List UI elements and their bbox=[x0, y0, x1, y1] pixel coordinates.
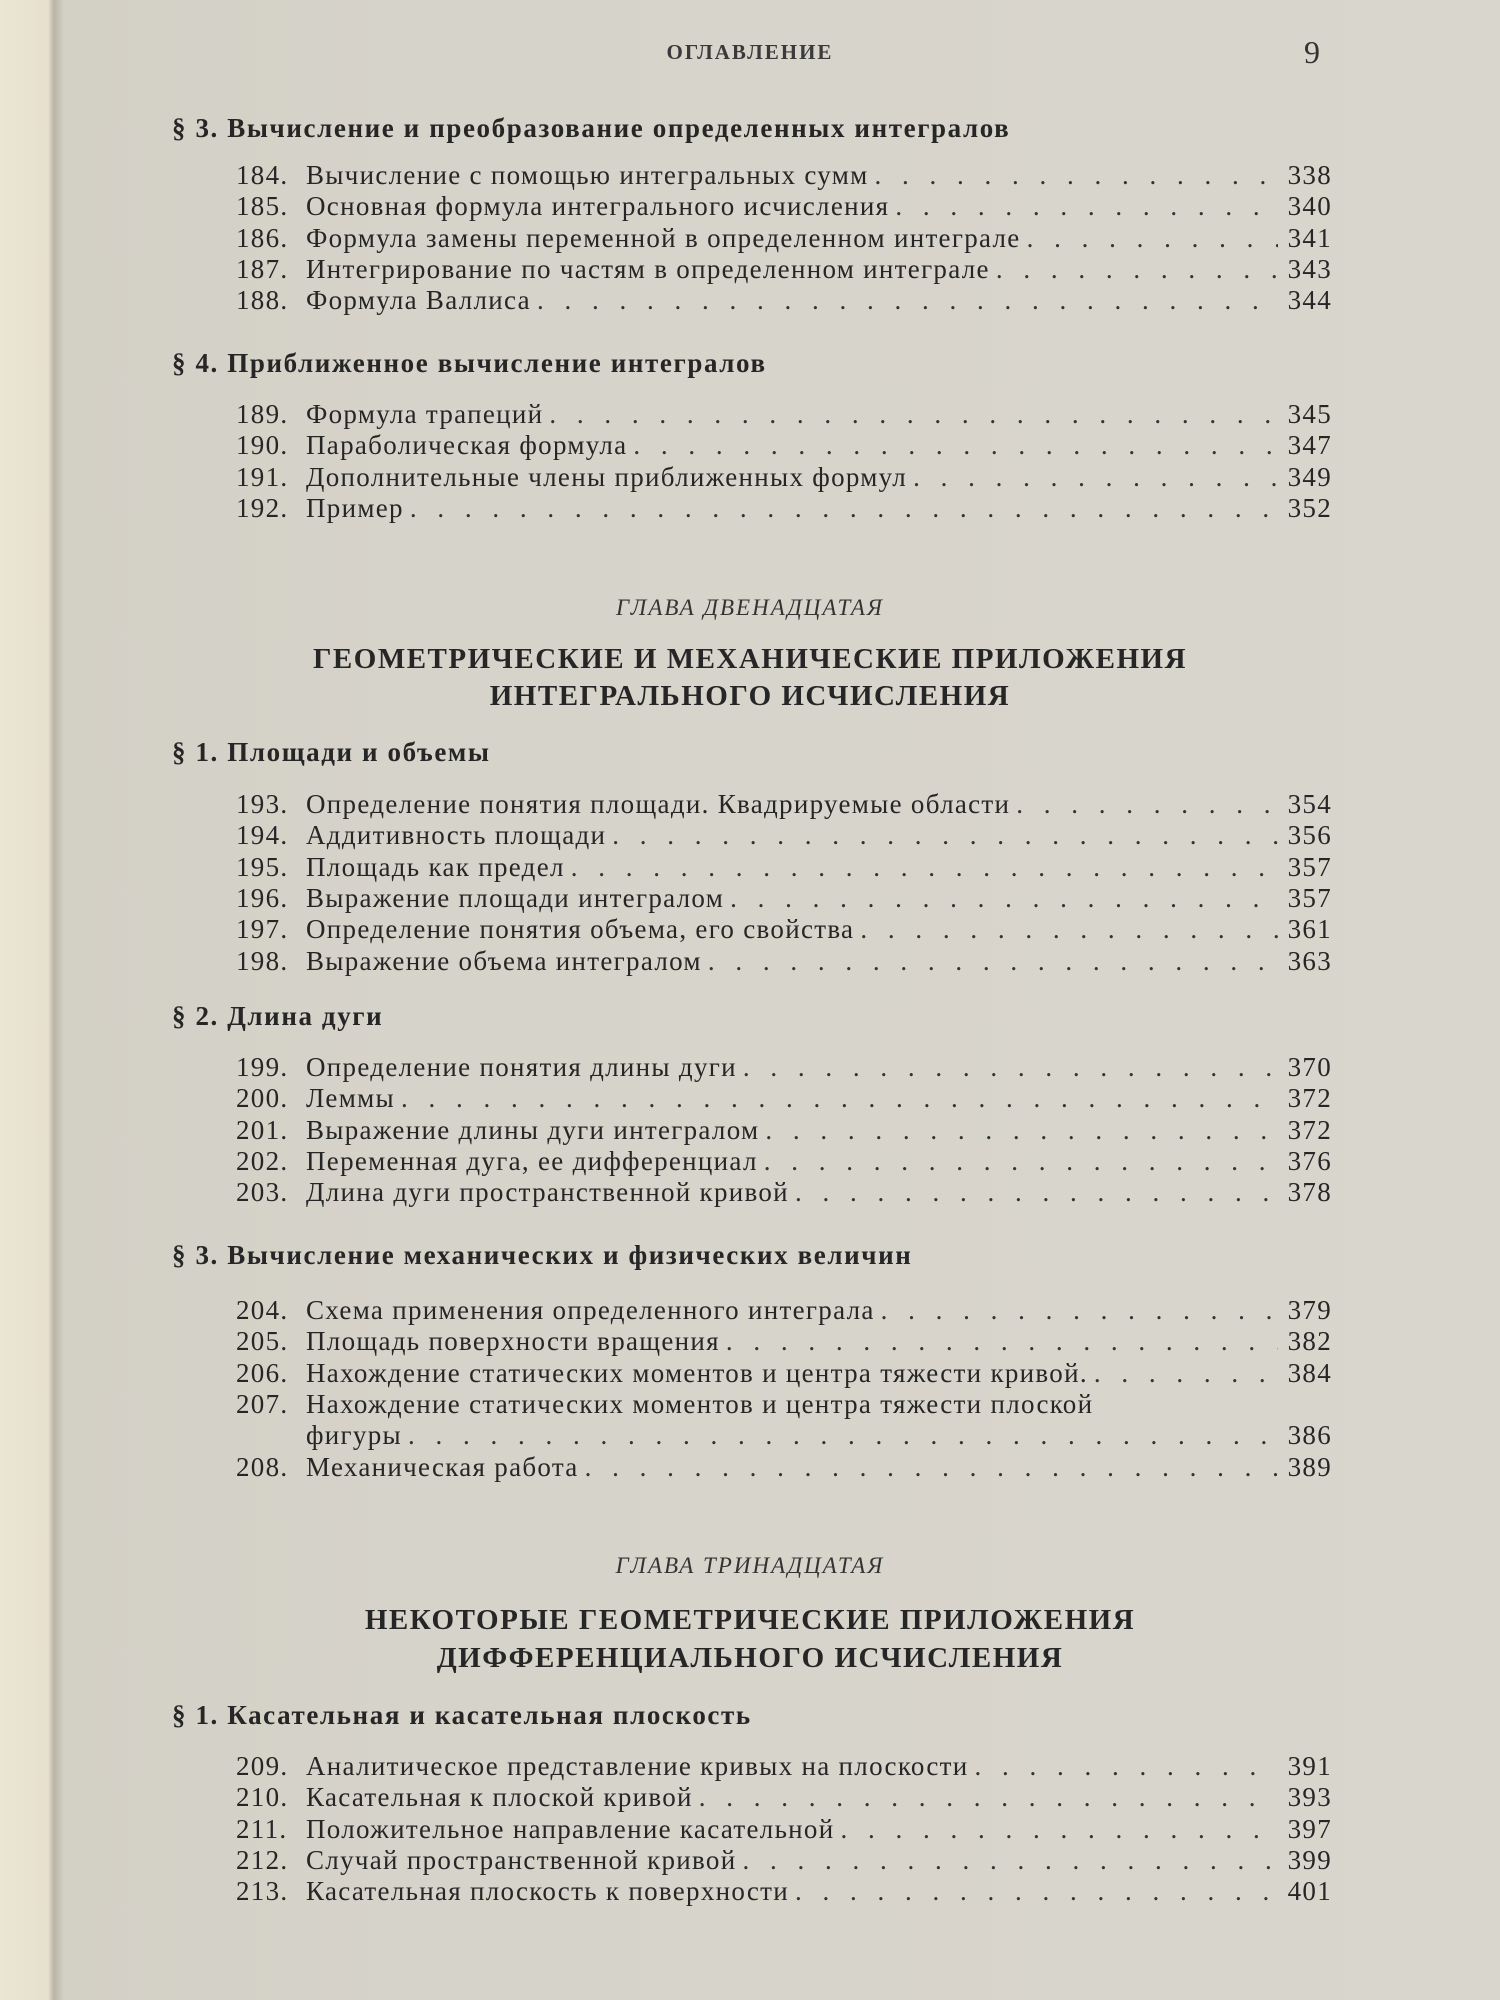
entry-title: Площадь как предел bbox=[306, 851, 565, 882]
entry-title: Дополнительные члены приближенных формул bbox=[306, 461, 908, 492]
toc-entry[interactable] bbox=[236, 223, 1332, 254]
entry-page: 352 bbox=[1287, 492, 1332, 523]
entry-number: 197. bbox=[236, 914, 289, 945]
entry-number: 207. bbox=[236, 1388, 289, 1419]
toc-entry[interactable] bbox=[236, 1876, 1332, 1907]
entry-page: 370 bbox=[1287, 1052, 1332, 1082]
entry-title: Касательная плоскость к поверхности bbox=[306, 1876, 789, 1907]
toc-entry[interactable] bbox=[236, 1814, 1332, 1845]
toc-entry[interactable] bbox=[236, 883, 1332, 914]
entry-page: 343 bbox=[1287, 253, 1332, 284]
entry-title: Переменная дуга, ее дифференциал bbox=[306, 1145, 758, 1176]
dot-leader bbox=[742, 1845, 1278, 1876]
section-heading: § 1. Касательная и касательная плоскость bbox=[172, 1700, 752, 1730]
dot-leader bbox=[1016, 789, 1278, 820]
toc-entry[interactable] bbox=[236, 1782, 1332, 1813]
entry-page: 357 bbox=[1287, 882, 1332, 913]
entry-title: Пример bbox=[306, 492, 404, 523]
entry-page: 340 bbox=[1287, 191, 1332, 222]
dot-leader bbox=[401, 1083, 1278, 1114]
chapter-title-line: ГЕОМЕТРИЧЕСКИЕ И МЕХАНИЧЕСКИЕ ПРИЛОЖЕНИЯ bbox=[312, 643, 1188, 675]
chapter-title-line: ДИФФЕРЕНЦИАЛЬНОГО ИСЧИСЛЕНИЯ bbox=[436, 1642, 1064, 1674]
entry-page: 391 bbox=[1287, 1751, 1332, 1781]
dot-leader bbox=[730, 883, 1278, 914]
dot-leader bbox=[571, 852, 1278, 883]
entry-page: 357 bbox=[1287, 851, 1332, 882]
toc-entry[interactable] bbox=[236, 1115, 1332, 1146]
entry-number: 204. bbox=[236, 1295, 289, 1325]
entry-page: 376 bbox=[1287, 1145, 1332, 1176]
entry-page: 372 bbox=[1287, 1083, 1332, 1114]
toc-entry[interactable] bbox=[236, 1326, 1332, 1357]
entry-title: Аддитивность площади bbox=[306, 820, 607, 851]
toc-entry[interactable] bbox=[236, 1177, 1332, 1208]
entry-page: 349 bbox=[1287, 461, 1332, 492]
entry-number: 206. bbox=[236, 1357, 289, 1388]
entry-page: 397 bbox=[1287, 1813, 1332, 1844]
entry-number: 187. bbox=[236, 253, 289, 284]
entry-number: 212. bbox=[236, 1844, 289, 1875]
entry-page: 399 bbox=[1287, 1844, 1332, 1875]
toc-entry[interactable] bbox=[236, 160, 1332, 191]
entry-number: 190. bbox=[236, 430, 289, 461]
entry-page: 393 bbox=[1287, 1782, 1332, 1813]
dot-leader bbox=[881, 1295, 1278, 1326]
entry-title: Касательная к плоской кривой bbox=[306, 1782, 693, 1813]
entry-title: Нахождение статических моментов и центра тяжести плоской bbox=[306, 1388, 1094, 1419]
dot-leader bbox=[974, 1751, 1278, 1782]
toc-entry[interactable] bbox=[236, 1358, 1332, 1389]
entry-page: 378 bbox=[1287, 1177, 1332, 1208]
entry-number: 198. bbox=[236, 945, 289, 976]
dot-leader bbox=[1094, 1358, 1278, 1389]
entry-number: 192. bbox=[236, 492, 289, 523]
toc-entry[interactable] bbox=[236, 430, 1332, 461]
toc-entry[interactable] bbox=[236, 1083, 1332, 1114]
entry-title: Вычисление с помощью интегральных сумм bbox=[306, 160, 869, 190]
entry-title: Формула Валлиса bbox=[306, 285, 531, 316]
dot-leader bbox=[913, 462, 1278, 493]
toc-entry[interactable] bbox=[236, 914, 1332, 945]
entry-title: Определение понятия площади. Квадрируемые области bbox=[306, 789, 1011, 819]
dot-leader bbox=[996, 254, 1278, 285]
dot-leader bbox=[585, 1452, 1278, 1483]
toc-entry[interactable] bbox=[236, 1845, 1332, 1876]
dot-leader bbox=[726, 1326, 1278, 1357]
entry-number: 191. bbox=[236, 461, 289, 492]
section-heading: § 3. Вычисление и преобразование определенных интегралов bbox=[172, 113, 1011, 143]
dot-leader bbox=[612, 820, 1278, 851]
entry-number: 208. bbox=[236, 1451, 289, 1482]
toc-entry[interactable] bbox=[236, 285, 1332, 316]
entry-number: 195. bbox=[236, 851, 289, 882]
dot-leader bbox=[549, 399, 1278, 430]
toc-entry[interactable] bbox=[236, 493, 1332, 524]
entry-number: 193. bbox=[236, 789, 289, 819]
entry-page: 382 bbox=[1287, 1326, 1332, 1357]
entry-title: Механическая работа bbox=[306, 1451, 579, 1482]
toc-entry[interactable] bbox=[236, 946, 1332, 977]
entry-number: 186. bbox=[236, 222, 289, 253]
entry-title: Основная формула интегрального исчисления bbox=[306, 191, 890, 222]
entry-page: 356 bbox=[1287, 820, 1332, 851]
entry-page: 401 bbox=[1287, 1876, 1332, 1907]
toc-entry[interactable] bbox=[236, 1295, 1332, 1326]
chapter-label: ГЛАВА ДВЕНАДЦАТАЯ bbox=[615, 595, 885, 620]
entry-page: 341 bbox=[1287, 222, 1332, 253]
entry-number: 194. bbox=[236, 820, 289, 851]
toc-entry[interactable] bbox=[236, 191, 1332, 222]
dot-leader bbox=[860, 914, 1278, 945]
toc-entry[interactable] bbox=[236, 1146, 1332, 1177]
dot-leader bbox=[874, 160, 1278, 191]
entry-title: Нахождение статических моментов и центра тяжести кривой. bbox=[306, 1357, 1088, 1388]
dot-leader bbox=[795, 1876, 1278, 1907]
toc-entry[interactable] bbox=[236, 254, 1332, 285]
entry-number: 211. bbox=[236, 1813, 288, 1844]
dot-leader bbox=[795, 1177, 1278, 1208]
entry-title: Схема применения определенного интеграла bbox=[306, 1295, 875, 1325]
dot-leader bbox=[537, 285, 1278, 316]
dot-leader bbox=[633, 430, 1278, 461]
dot-leader bbox=[743, 1052, 1278, 1083]
entry-page: 354 bbox=[1287, 789, 1332, 819]
entry-page: 389 bbox=[1287, 1451, 1332, 1482]
entry-number: 199. bbox=[236, 1052, 289, 1082]
entry-page: 386 bbox=[1287, 1420, 1332, 1451]
entry-title: Определение понятия длины дуги bbox=[306, 1052, 737, 1082]
entry-page: 338 bbox=[1287, 160, 1332, 190]
dot-leader bbox=[895, 191, 1278, 222]
entry-number: 196. bbox=[236, 882, 289, 913]
entry-number: 202. bbox=[236, 1145, 289, 1176]
entry-title-continuation: фигуры bbox=[306, 1420, 402, 1451]
entry-title: Положительное направление касательной bbox=[306, 1813, 835, 1844]
chapter-label: ГЛАВА ТРИНАДЦАТАЯ bbox=[615, 1553, 885, 1578]
entry-number: 201. bbox=[236, 1114, 289, 1145]
entry-number: 189. bbox=[236, 399, 289, 429]
entry-number: 203. bbox=[236, 1177, 289, 1208]
chapter-title-line: ИНТЕГРАЛЬНОГО ИСЧИСЛЕНИЯ bbox=[489, 680, 1011, 712]
toc-entry[interactable] bbox=[236, 820, 1332, 851]
section-heading: § 1. Площади и объемы bbox=[172, 737, 491, 767]
dot-leader bbox=[764, 1146, 1278, 1177]
dot-leader bbox=[708, 946, 1278, 977]
dot-leader bbox=[840, 1814, 1278, 1845]
toc-entry[interactable] bbox=[236, 1389, 1332, 1420]
entry-title: Формула трапеций bbox=[306, 399, 544, 429]
toc-entry[interactable] bbox=[236, 462, 1332, 493]
dot-leader bbox=[408, 1420, 1278, 1451]
toc-entry[interactable] bbox=[236, 1751, 1332, 1782]
section-heading: § 2. Длина дуги bbox=[172, 1001, 384, 1031]
entry-page: 372 bbox=[1287, 1114, 1332, 1145]
entry-title: Выражение объема интегралом bbox=[306, 945, 702, 976]
dot-leader bbox=[410, 493, 1278, 524]
entry-number: 188. bbox=[236, 285, 289, 316]
entry-title: Формула замены переменной в определенном интеграле bbox=[306, 222, 1021, 253]
entry-number: 213. bbox=[236, 1876, 289, 1907]
chapter-title-line: НЕКОТОРЫЕ ГЕОМЕТРИЧЕСКИЕ ПРИЛОЖЕНИЯ bbox=[364, 1604, 1136, 1636]
section-heading: § 4. Приближенное вычисление интегралов bbox=[172, 348, 767, 378]
entry-title: Площадь поверхности вращения bbox=[306, 1326, 720, 1357]
toc-entry[interactable] bbox=[236, 789, 1332, 820]
entry-number: 200. bbox=[236, 1083, 289, 1114]
toc-entry-continuation bbox=[306, 1420, 1332, 1451]
entry-page: 345 bbox=[1287, 399, 1332, 429]
entry-title: Определение понятия объема, его свойства bbox=[306, 914, 855, 945]
dot-leader bbox=[1027, 223, 1278, 254]
entry-title: Длина дуги пространственной кривой bbox=[306, 1177, 789, 1208]
entry-title: Случай пространственной кривой bbox=[306, 1844, 737, 1875]
entry-title: Выражение длины дуги интегралом bbox=[306, 1114, 760, 1145]
entry-number: 185. bbox=[236, 191, 289, 222]
dot-leader bbox=[765, 1115, 1278, 1146]
entry-page: 347 bbox=[1287, 430, 1332, 461]
entry-title: Выражение площади интегралом bbox=[306, 882, 725, 913]
entry-page: 363 bbox=[1287, 945, 1332, 976]
entry-number: 184. bbox=[236, 160, 289, 190]
entry-page: 361 bbox=[1287, 914, 1332, 945]
entry-title: Леммы bbox=[306, 1083, 395, 1114]
running-head: ОГЛАВЛЕНИЕ bbox=[666, 40, 834, 64]
toc-entry[interactable] bbox=[236, 1052, 1332, 1083]
toc-entry[interactable] bbox=[236, 852, 1332, 883]
entry-title: Параболическая формула bbox=[306, 430, 628, 461]
entry-number: 205. bbox=[236, 1326, 289, 1357]
page-number: 9 bbox=[1304, 34, 1320, 70]
entry-page: 384 bbox=[1287, 1357, 1332, 1388]
entry-page: 379 bbox=[1287, 1295, 1332, 1325]
entry-number: 209. bbox=[236, 1751, 289, 1781]
section-heading: § 3. Вычисление механических и физических величин bbox=[172, 1240, 913, 1270]
entry-number: 210. bbox=[236, 1782, 289, 1813]
toc-entry[interactable] bbox=[236, 1452, 1332, 1483]
entry-title: Аналитическое представление кривых на плоскости bbox=[306, 1751, 969, 1781]
dot-leader bbox=[699, 1782, 1278, 1813]
toc-entry[interactable] bbox=[236, 399, 1332, 430]
entry-title: Интегрирование по частям в определенном интеграле bbox=[306, 253, 990, 284]
entry-page: 344 bbox=[1287, 285, 1332, 316]
